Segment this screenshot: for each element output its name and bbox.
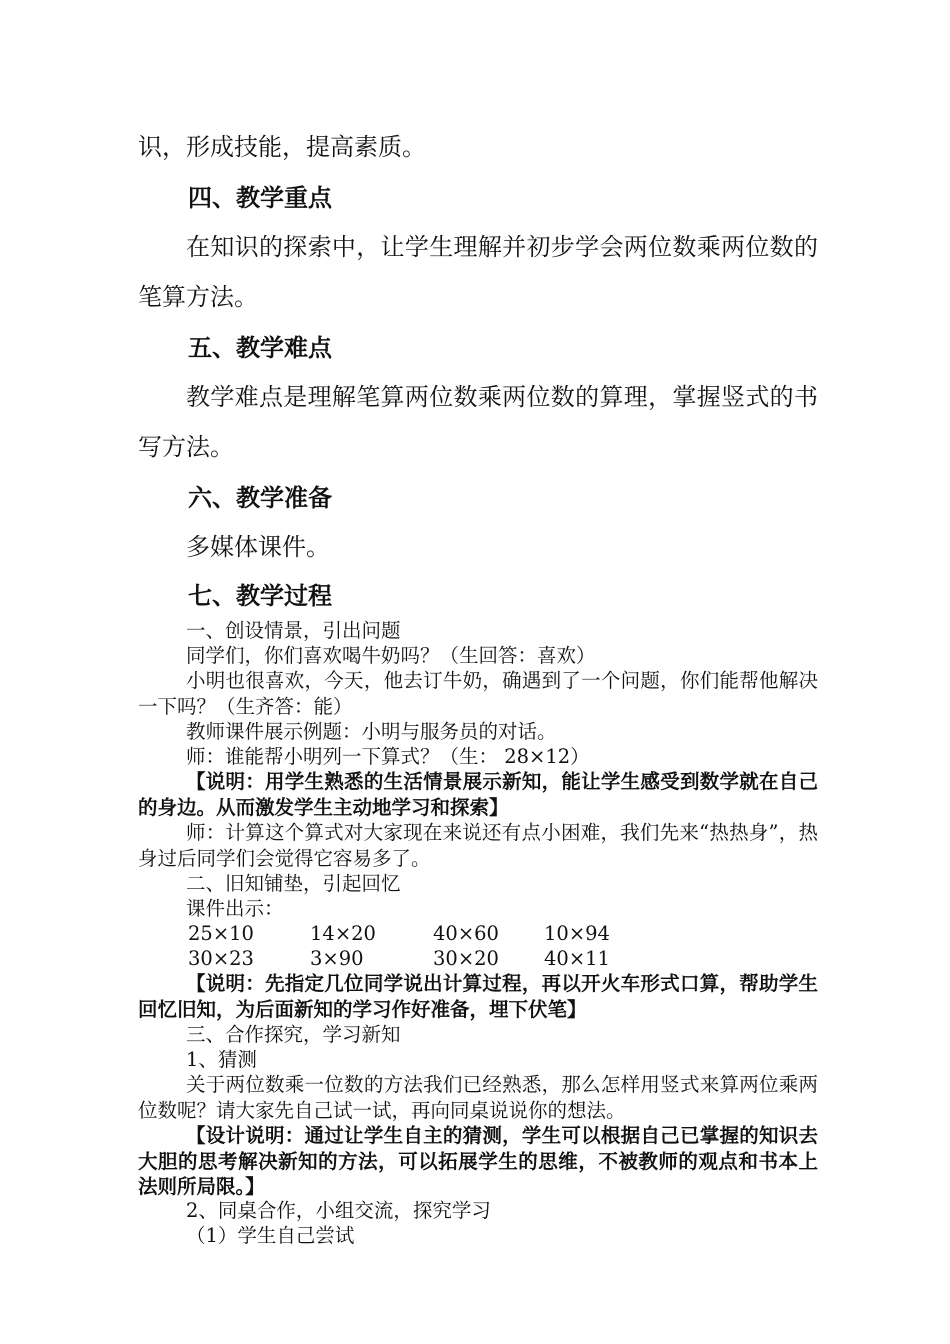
note-explanation-1: 【说明：用学生熟悉的生活情景展示新知，能让学生感受到数学就在自己的身边。从而激发学生主动地学习和探索】 xyxy=(138,770,818,819)
line-warmup: 师：计算这个算式对大家现在来说还有点小困难，我们先来“热热身”，热身过后同学们会觉得它容易多了。 xyxy=(138,821,818,870)
exercise-item: 14×20 xyxy=(310,922,376,945)
line-self-try: （1）学生自己尝试 xyxy=(186,1224,355,1247)
note-design-explanation: 【设计说明：通过让学生自主的猜测，学生可以根据自己已掌握的知识去大胆的思考解决新知的方法，可以拓展学生的思维，不被教师的观点和书本上法则所局限。】 xyxy=(138,1124,818,1198)
exercise-item: 40×11 xyxy=(544,947,610,970)
line-milk-question: 同学们，你们喜欢喝牛奶吗？（生回答：喜欢） xyxy=(186,644,596,667)
section-heading-2: 二、旧知铺垫，引起回忆 xyxy=(186,872,401,895)
paragraph-intro-tail: 识，形成技能，提高素质。 xyxy=(138,133,426,161)
paragraph-preparation: 多媒体课件。 xyxy=(186,533,330,561)
line-guess: 1、猜测 xyxy=(186,1048,257,1071)
line-guess-detail: 关于两位数乘一位数的方法我们已经熟悉，那么怎样用竖式来算两位乘两位数呢？请大家先自己试一试，再向同桌说说你的想法。 xyxy=(138,1073,818,1122)
heading-process: 七、教学过程 xyxy=(188,582,332,610)
section-heading-1: 一、创设情景，引出问题 xyxy=(186,619,401,642)
section-heading-3: 三、合作探究，学习新知 xyxy=(186,1023,401,1046)
exercise-item: 3×90 xyxy=(310,947,364,970)
line-xiaoming-problem: 小明也很喜欢，今天，他去订牛奶，确遇到了一个问题，你们能帮他解决一下吗？（生齐答：能） xyxy=(138,669,818,718)
heading-difficulties: 五、教学难点 xyxy=(188,334,332,362)
line-desk-cooperation: 2、同桌合作，小组交流，探究学习 xyxy=(186,1199,491,1222)
heading-key-points: 四、教学重点 xyxy=(188,184,332,212)
line-teacher-formula: 师：谁能帮小明列一下算式？（生： 28×12） xyxy=(186,745,590,768)
exercise-item: 10×94 xyxy=(544,922,610,945)
exercise-item: 25×10 xyxy=(188,922,254,945)
exercise-item: 40×60 xyxy=(433,922,499,945)
paragraph-difficulties: 教学难点是理解笔算两位数乘两位数的算理，掌握竖式的书写方法。 xyxy=(138,383,818,461)
line-courseware-example: 教师课件展示例题：小明与服务员的对话。 xyxy=(186,720,557,743)
paragraph-key-points: 在知识的探索中，让学生理解并初步学会两位数乘两位数的笔算方法。 xyxy=(138,233,818,311)
exercise-item: 30×23 xyxy=(188,947,254,970)
exercise-item: 30×20 xyxy=(433,947,499,970)
note-explanation-2: 【说明：先指定几位同学说出计算过程，再以开火车形式口算，帮助学生回忆旧知，为后面新知的学习作好准备，埋下伏笔】 xyxy=(138,972,818,1021)
line-courseware-show: 课件出示： xyxy=(186,897,284,920)
heading-preparation: 六、教学准备 xyxy=(188,484,332,512)
